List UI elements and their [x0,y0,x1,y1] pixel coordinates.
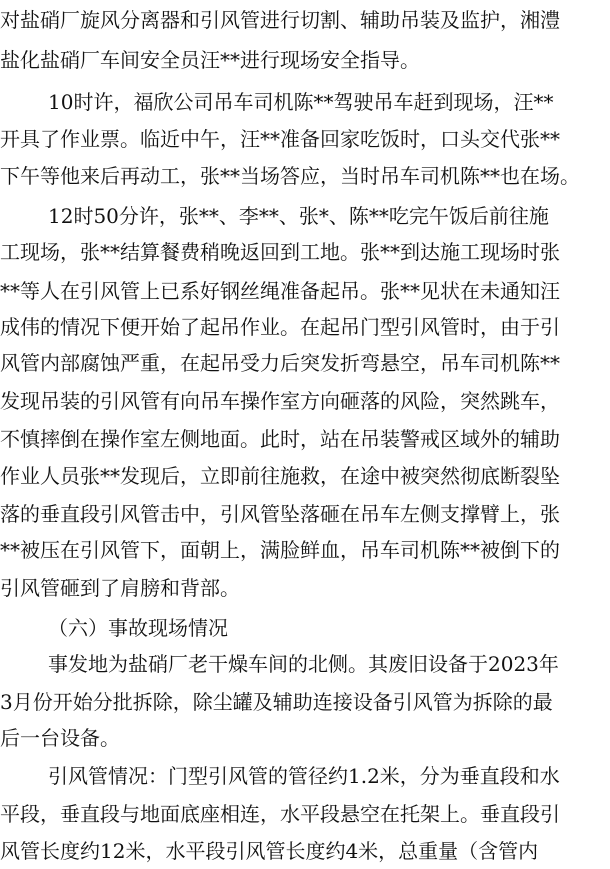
text-line: 3月份开始分批拆除，除尘罐及辅助连接设备引风管为拆除的最 [0,690,553,714]
paragraph-start-line: 事发地为盐硝厂老干燥车间的北侧。其废旧设备于2023年 [48,652,559,676]
text-line: 发现吊装的引风管有向吊车操作室方向砸落的风险，突然跳车， [0,389,560,413]
text-line: 风管内部腐蚀严重，在起吊受力后突发折弯悬空，吊车司机陈** [0,351,560,375]
text-line: 后一台设备。 [0,726,120,750]
text-line: 工现场，张**结算餐费稍晚返回到工地。张**到达施工现场时张 [0,240,560,264]
text-line: 平段，垂直段与地面底座相连，水平段悬空在托架上。垂直段引 [0,802,560,826]
text-line: 作业人员张**发现后，立即前往施救，在途中被突然彻底断裂坠 [0,464,560,488]
paragraph-start-line: 12时50分许，张**、李**、张*、陈**吃完午饭后前往施 [48,204,549,228]
text-line: 落的垂直段引风管击中，引风管坠落砸在吊车左侧支撑臂上，张 [0,502,560,526]
text-line: 不慎摔倒在操作室左侧地面。此时，站在吊装警戒区域外的辅助 [0,427,560,451]
text-line: 盐化盐硝厂车间安全员汪**进行现场安全指导。 [0,48,420,72]
text-line: 成伟的情况下便开始了起吊作业。在起吊门型引风管时，由于引 [0,315,560,339]
text-line: **等人在引风管上已系好钢丝绳准备起吊。张**见状在未通知汪 [0,279,560,303]
paragraph-start-line: 引风管情况：门型引风管的管径约1.2米，分为垂直段和水 [48,764,560,788]
section-heading: （六）事故现场情况 [48,616,228,640]
text-line: **被压在引风管下，面朝上，满脸鲜血，吊车司机陈**被倒下的 [0,538,560,562]
text-line: 下午等他来后再动工，张**当场答应，当时吊车司机陈**也在场。 [0,164,580,188]
text-line: 开具了作业票。临近中午，汪**准备回家吃饭时，口头交代张** [0,127,560,151]
text-line: 对盐硝厂旋风分离器和引风管进行切割、辅助吊装及监护，湘澧 [0,8,560,32]
paragraph-start-line: 10时许，福欣公司吊车司机陈**驾驶吊车赶到现场，汪** [48,90,554,114]
text-line: 引风管砸到了肩膀和背部。 [0,576,240,600]
text-line: 风管长度约12米，水平段引风管长度约4米，总重量（含管内 [0,839,539,863]
